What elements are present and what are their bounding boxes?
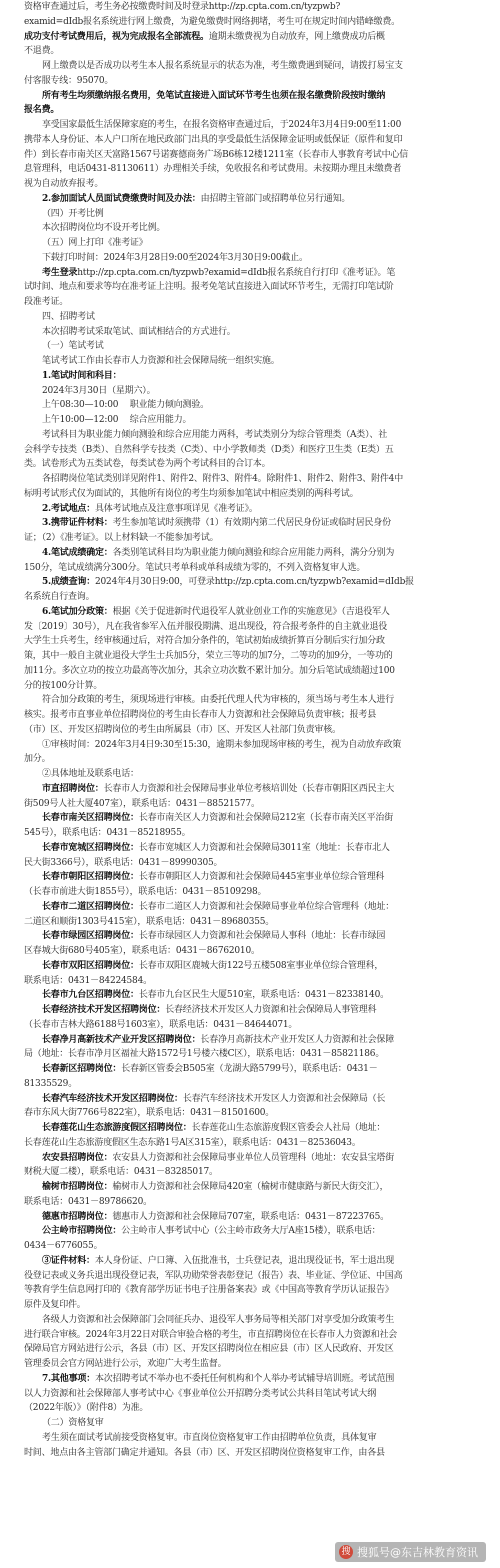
text-line: 下载打印时间：2024年3月28日9:00至2024年3月30日9:00截止。 (42, 252, 308, 263)
line-rest: 长春市绿园区人力资源和社会保障局人事科（地址：长春市绿园 (138, 931, 386, 942)
text-line (24, 1121, 491, 1136)
text-line: 件）到长春市南关区天富路1567号诺赛德商务广场B6栋12楼1211室（长春市人事教育考试中心信 (24, 149, 409, 160)
text-line: 0434－6776055。 (24, 1241, 103, 1251)
bold-lead: 长春净月高新技术产业开发区招聘岗位： (42, 1034, 201, 1045)
text-line: 类。试卷形式为五类试卷，每类试卷为两个考试科目的合订本。 (24, 459, 271, 470)
text-line: 资格审查通过后，考生务必按缴费时间及时登录http://zp.cpta.com.cn/tyzpwb? (24, 2, 341, 12)
text-line: 各级人力资源和社会保障部门会同征兵办、退役军人事务局等相关部门对享受加分政策考生 (42, 1314, 395, 1325)
line-rest: 本人身份证、户口簿、入伍批准书，士兵登记表，退出现役证书，军士退出现 (94, 1255, 395, 1266)
text-line: 笔试考试工作由长春市人力资源和社会保障局统一组织实施。 (42, 356, 280, 366)
text-line: 上午10:00—12:00 综合应用能力。 (42, 415, 192, 425)
text-line: 策，其中一般自主就业退役大学生士兵加5分，荣立三等功的加7分，二等功的加9分，一等功的 (24, 651, 393, 661)
line-rest: 长春莲花山生态旅游度假区管委会人社局（地址： (191, 1123, 386, 1133)
text-line (24, 900, 491, 915)
text-line (24, 1372, 491, 1387)
text-line (24, 605, 491, 620)
text-line (24, 546, 491, 561)
text-line: 原件及复印件。 (24, 1300, 86, 1310)
text-line: （长春市前进大街1855号），联系电话：0431－85109298。 (24, 887, 267, 897)
bold-lead: 3.携带证件材料： (42, 518, 113, 529)
text-line: 标明考试形式仅为面试的，其他所有岗位的考生均须参加笔试中相应类别的两科考试。 (24, 488, 359, 499)
line-rest: 长春经济技术开发区人力资源和社会保障局人事管理科 (165, 1005, 377, 1015)
source-watermark (335, 1542, 486, 1562)
text-line: 等教育学生信息网打印的《教育部学历证书电子注册备案表》或《中国高等教育学历认证报告》 (24, 1285, 394, 1296)
text-line: （二）资格复审 (42, 1418, 104, 1428)
bold-lead: 成功支付考试费用后，视为完成报名全部流程。 (24, 31, 209, 42)
bold-lead: 德惠市招聘岗位： (42, 1211, 113, 1222)
text-line: 民大街3366号），联系电话：0431－89990305。 (24, 857, 223, 868)
line-rest: 由招聘主管部门或招聘单位另行通知。 (200, 193, 351, 204)
text-line: 春市东风大街7766号822室），联系电话：0431－81501600。 (24, 1108, 275, 1119)
bold-lead: 长春市朝阳区招聘岗位： (42, 872, 139, 883)
bold-lead: 长春汽车经济技术开发区招聘岗位： (42, 1093, 183, 1104)
bold-lead: 长春市绿园区招聘岗位： (42, 931, 139, 942)
text-line: 财税大厦二楼），联系电话：0431－83285017。 (24, 1167, 218, 1178)
line-rest: http://zp.cpta.com.cn/tyzpwb?examid=dIdb报名系统自行打印《准考证》。笔 (77, 267, 396, 278)
line-rest: 长春市二道区人力资源和社会保障局事业单位综合管理科（地址： (138, 901, 395, 912)
bold-lead: 长春市南关区招聘岗位： (42, 813, 139, 824)
text-line: 区春城大街680号405室），联系电话：0431－86762010。 (24, 946, 260, 956)
text-line: 发〔2019〕30号），凡在我省参军入伍并服役期满、退出现役，符合报考条件的自主就业退役 (24, 621, 388, 632)
text-line (24, 988, 491, 1003)
text-line: 分的按100分计算。 (24, 680, 103, 691)
text-line: 证；（2）《准考证》。以上材料缺一不能参加考试。 (24, 533, 219, 543)
bold-lead: 长春市二道区招聘岗位： (42, 901, 139, 912)
text-line (24, 30, 491, 45)
bold-lead: 长春经济技术开发区招聘岗位： (42, 1005, 166, 1015)
text-line (24, 516, 491, 531)
text-line: 2024年3月30日（星期六）。 (42, 385, 156, 396)
text-line: 进行联合审核。2024年3月22日对联合审验合格的考生，市直招聘岗位在长春市人力资源和社会 (24, 1329, 398, 1340)
text-line: 545号），联系电话：0431－85218955。 (24, 828, 191, 838)
text-line: 管理委员会官方网站进行公示，欢迎广大考生监督。 (24, 1359, 227, 1369)
line-rest: 长春净月高新技术产业开发区人力资源和社会保障 (200, 1034, 395, 1045)
text-line: 局（地址：长春市净月区福祉大路1572号1号楼六楼C区），联系电话：0431－85821186。 (24, 1049, 385, 1060)
line-rest: 农安县人力资源和社会保障局事业单位人员管理科（地址：农安县宝塔街 (112, 1152, 395, 1163)
text-line (24, 1092, 491, 1107)
line-rest: 长春市人力资源和社会保障局事业单位考核培训处（长春市朝阳区西民主大 (103, 783, 395, 794)
bold-lead: 长春市九台区招聘岗位： (42, 990, 139, 1001)
bold-lead: 长春莲花山生态旅游度假区招聘岗位： (42, 1123, 192, 1133)
text-line: 本次招聘考试采取笔试、面试相结合的方式进行。 (42, 326, 236, 337)
bold-lead: 榆树市招聘岗位： (42, 1182, 113, 1192)
text-line: 携带本人身份证、本人户口所在地民政部门出具的享受最低生活保障金证明或低保证（原件和复印 (24, 134, 403, 145)
line-rest: 榆树市人力资源和社会保障局420室（榆树市健康路与新民大街交汇）， (112, 1182, 389, 1192)
text-line: 役登记表或义务兵退出现役登记表，军队功勋荣誉表彰登记（报告）表、毕业证、学位证、中国高 (24, 1270, 403, 1281)
bold-lead: 4.笔试成绩确定： (42, 547, 113, 558)
text-line (24, 841, 491, 856)
text-line: 联系电话：0431－89786620。 (24, 1196, 152, 1207)
text-line: （2022年版）》（附件8）为准。 (24, 1403, 149, 1414)
text-line: ②具体地址及联系电话： (42, 769, 139, 779)
text-line: 名系统自行查询。 (24, 592, 95, 602)
text-line: 150分，笔试成绩满分300分。笔试只考单科或单科成绩为零的，不列入资格复审人选。 (24, 562, 366, 573)
text-line: 大学生士兵考生，经审核通过后，对符合加分条件的，笔试初始成绩折算百分制后实行加分政 (24, 636, 385, 647)
line-rest: 各类别笔试科目均为职业能力倾向测验和综合应用能力两科，满分分别为 (112, 547, 395, 558)
text-line (24, 1210, 491, 1225)
text-line: 试时间、地点和要求等均在准考证上注明。报考免笔试直接进入面试环节考生，无需打印笔试阶 (24, 282, 394, 293)
text-line: 加11分。多次立功的按立功最高等次加分，其余立功次数不累计加分。加分后笔试成绩超过100 (24, 665, 395, 676)
text-line: 街509号人社大厦407室），联系电话：0431－88521577。 (24, 798, 260, 809)
text-line: 段准考证。 (24, 297, 69, 307)
line-rest: 考生参加笔试时须携带（1）有效期内第二代居民身份证或临时居民身份 (112, 518, 391, 529)
line-rest: 逾期未缴费视为自动放弃，网上缴费成功后概 (208, 31, 385, 42)
text-line: （四）开考比例 (42, 208, 104, 219)
text-line (24, 192, 491, 207)
text-line: 考生须在面试考试前接受资格复审。市直岗位资格复审工作由招聘单位负责，具体复审 (42, 1432, 377, 1443)
text-line: 二道区和顺街1303号415室），联系电话：0431－89680355。 (24, 916, 275, 927)
line-rest: 公主岭市人事考试中心（公主岭市政务大厅A座15楼），联系电话： (121, 1226, 381, 1237)
bold-lead: 6.笔试加分政策： (42, 606, 113, 617)
text-line: 各招聘岗位笔试类别详见附件1、附件2、附件3、附件4。除附件1、附件2、附件3、附件4中 (42, 474, 404, 484)
line-rest: 长春市朝阳区人力资源和社会保障局445室事业单位综合管理科 (138, 872, 385, 883)
bold-lead: 5.成绩查询： (42, 577, 95, 588)
text-line: 不退费。 (24, 46, 60, 57)
text-line (24, 1151, 491, 1166)
text-line: 会科学专技类（B类）、自然科学专技类（C类）、中小学教师类（D类）和医疗卫生类（E类）五 (24, 444, 394, 455)
text-line: 81335529。 (24, 1078, 78, 1089)
text-line: （市）区、开发区招聘岗位的考生由所属县（市）区、开发区人社部门负责审核。 (24, 724, 341, 735)
bold-lead: 长春市双阳区招聘岗位： (42, 960, 139, 971)
text-line: 上午08:30—10:00 职业能力倾向测验。 (42, 400, 209, 411)
text-line: （一）笔试考试 (42, 341, 104, 352)
text-line: （五）网上打印《准考证》 (42, 238, 148, 248)
text-line: 享受国家最低生活保障家庭的考生，在报名资格审查通过后，于2024年3月4日9:00至11:00 (42, 120, 402, 130)
text-line: 保障局官方网站进行公示，各县（市）区、开发区招聘岗位在相应县（市）区人民政府、开发区 (24, 1344, 394, 1355)
line-rest: 长春新区管委会B505室（龙湖大路5799号），联系电话：0431－ (121, 1064, 378, 1074)
bold-lead: ③证件材料： (42, 1255, 95, 1266)
line-rest: 根据《关于促进新时代退役军人就业创业工作的实施意见》（吉退役军人 (112, 606, 390, 617)
text-line (24, 1062, 491, 1077)
sohu-logo-icon: 搜 (339, 1545, 353, 1559)
text-line: 联系电话：0431－84224584。 (24, 975, 152, 986)
text-line: 核实。报考市直事业单位招聘岗位的考生由长春市人力资源和社会保障局负责审核；报考县 (24, 710, 377, 720)
text-line (24, 502, 491, 517)
text-line: 四、招聘考试 (42, 311, 95, 322)
text-line: 付客服专线：95070。 (24, 75, 114, 86)
line-rest: 长春市宽城区人力资源和社会保障局3011室（地址：长春市北人 (138, 842, 390, 853)
text-line (24, 1003, 491, 1018)
text-line: 本次招聘岗位均不设开考比例。 (42, 223, 166, 234)
text-line: 长春莲花山生态旅游度假区生态东路1号A区315室），联系电话：0431－82536043。 (24, 1137, 361, 1148)
text-line: 加分。 (24, 754, 51, 765)
bold-lead: 2.考试地点： (42, 503, 95, 514)
text-line: 视为自动放弃报考。 (24, 179, 104, 189)
text-line (24, 811, 491, 826)
text-line (24, 782, 491, 797)
watermark-text: 搜狐号@东吉林教育资讯 (357, 1546, 478, 1559)
text-line: 1.笔试时间和科目： (42, 370, 122, 381)
text-line (24, 575, 491, 590)
line-rest: 长春市九台区民生大厦510室，联系电话：0431－82338140。 (138, 990, 389, 1001)
text-line (24, 1224, 491, 1239)
text-line (24, 266, 491, 281)
bold-lead: 农安县招聘岗位： (42, 1152, 113, 1163)
text-line (24, 1180, 491, 1195)
text-line: examid=dIdb报名系统进行网上缴费，为避免缴费时网络拥堵，考生可在规定时间内错峰缴费。 (24, 16, 400, 27)
text-line: 以人力资源和社会保障部人事考试中心《事业单位公开招聘分类考试公共科目笔试考试大纲 (24, 1388, 377, 1399)
text-line (24, 929, 491, 944)
bold-lead: 公主岭市招聘岗位： (42, 1226, 122, 1237)
text-line (24, 870, 491, 885)
text-line: 符合加分政策的考生，须现场进行审核。由委托代理人代为审核的，须当场与考生本人进行 (42, 695, 395, 706)
line-rest: 2024年4月30日9:00，可登录http://zp.cpta.com.cn/tyzpwb?examid=dIdb报 (95, 577, 414, 588)
bold-lead: 长春市宽城区招聘岗位： (42, 842, 139, 853)
bold-lead: 2.参加面试人员面试费缴费时间及办法： (42, 193, 201, 204)
text-line (24, 1033, 491, 1048)
text-line (24, 1254, 491, 1269)
line-rest: 长春市南关区人力资源和社会保障局212室（长春市南关区平治街 (138, 813, 393, 824)
text-line: 考试科目为职业能力倾向测验和综合应用能力两科，考试类别分为综合管理类（A类）、社 (42, 429, 388, 440)
line-rest: 德惠市人力资源和社会保障局707室，联系电话：0431－87223765。 (112, 1211, 389, 1222)
text-line: 所有考生均须缴纳报名费用，免笔试直接进入面试环节考生也须在报名缴费阶段按时缴纳 (42, 90, 386, 101)
text-line: （长春市吉林大路6188号1603室），联系电话：0431－84644071。 (24, 1019, 298, 1030)
text-line (24, 959, 491, 974)
bold-lead: 长春新区招聘岗位： (42, 1064, 122, 1074)
bold-lead: 考生登录 (42, 267, 78, 278)
text-line: 时间、地点由各主管部门确定并通知。各县（市）区、开发区招聘岗位资格复审工作，由各县 (24, 1447, 385, 1458)
text-line: 息管理科，电话0431-81130611）办理相关手续，免收报名和考试费用。未按期办理且未缴费者 (24, 164, 402, 175)
bold-lead: 7.其他事项： (42, 1373, 95, 1384)
bold-lead: 市直招聘岗位： (42, 783, 104, 794)
text-line: 网上缴费以是否成功以考生本人报名系统显示的状态为准，考生缴费遇到疑问，请拨打易宝支 (42, 61, 403, 71)
line-rest: 本次招聘考试不举办也不委托任何机构和个人举办考试辅导培训班。考试范围 (95, 1373, 395, 1384)
text-line: ①审核时间：2024年3月4日9:30至15:30，逾期未参加现场审核的考生，视为自动放弃政策 (42, 739, 402, 750)
line-rest: 长春市双阳区鹿城大街122号五楼508室事业单位综合管理科， (138, 960, 384, 971)
line-rest: 具体考试地点及注意事项详见《准考证》。 (95, 503, 258, 514)
line-rest: 长春汽车经济技术开发区人力资源和社会保障局（长 (182, 1093, 386, 1104)
text-line: 报名费。 (24, 105, 60, 116)
